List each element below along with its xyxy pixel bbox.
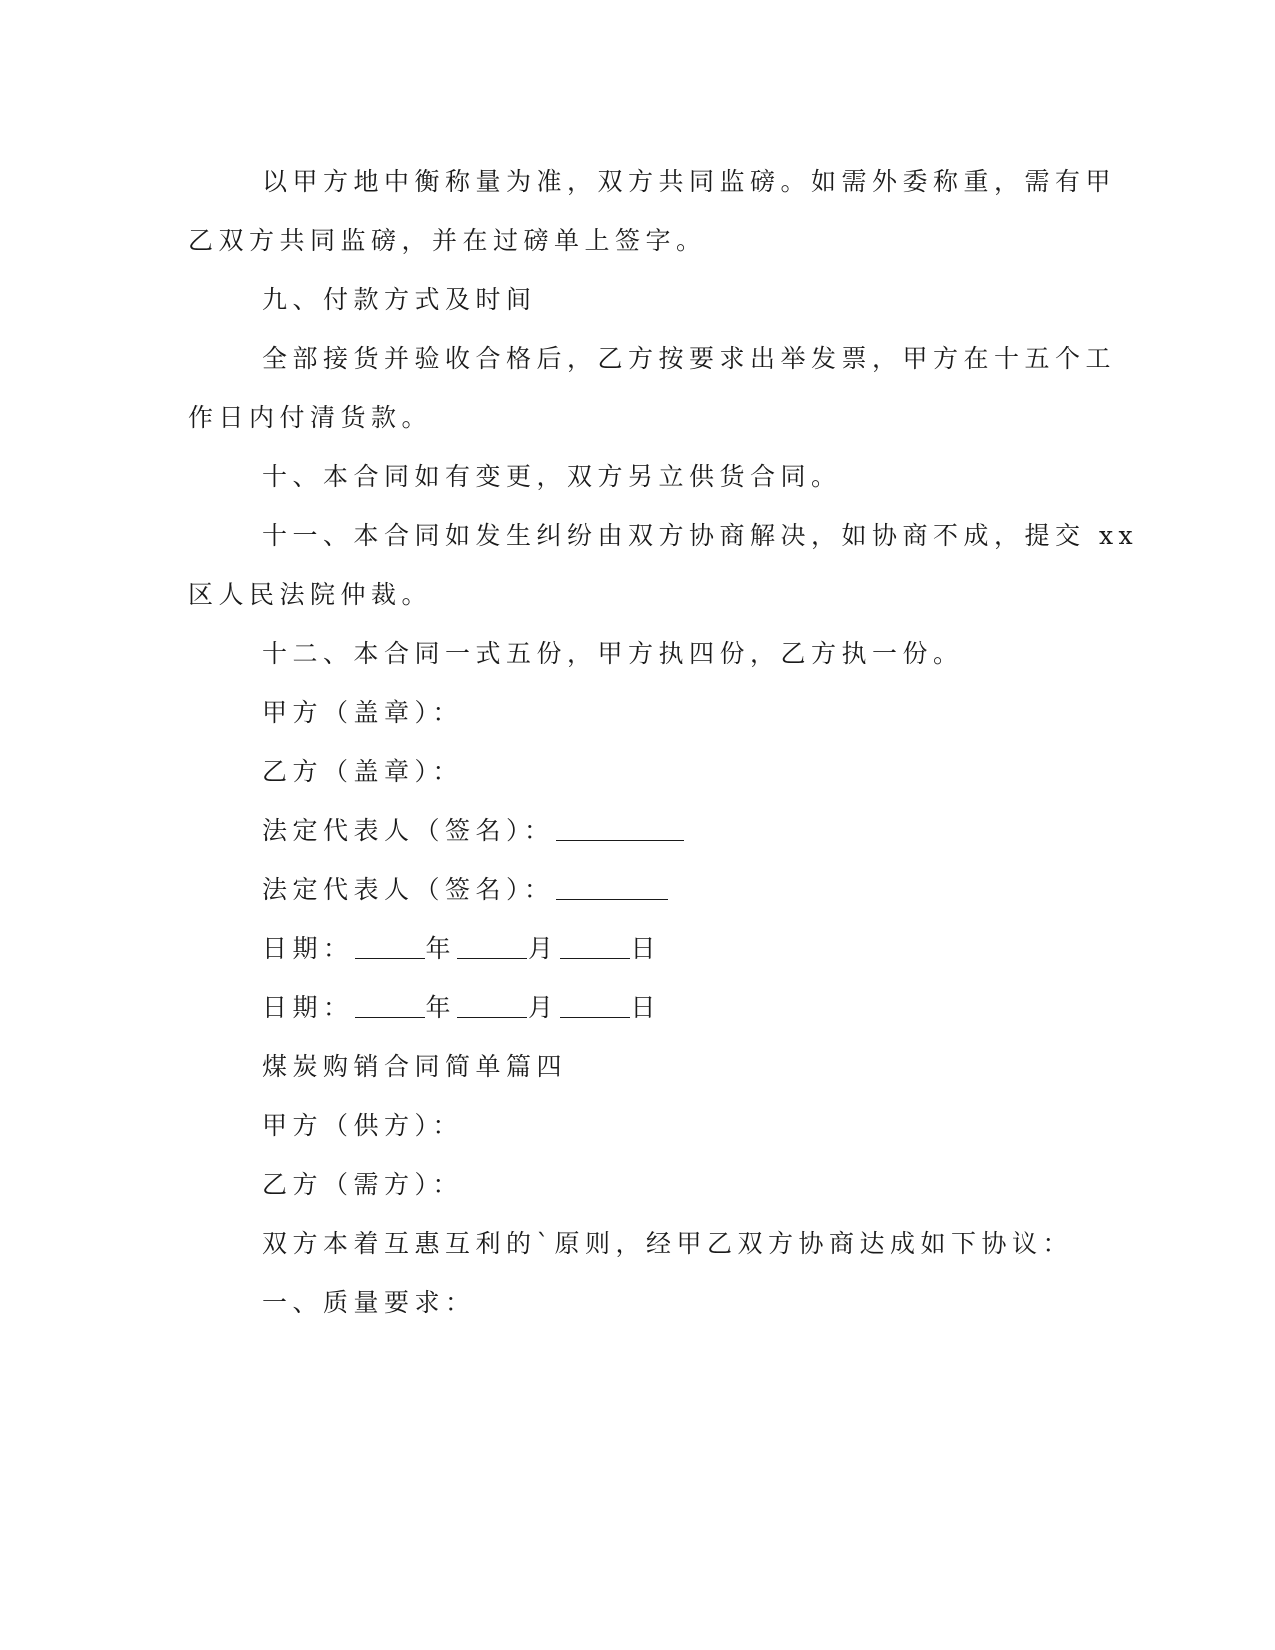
year-unit: 年 (425, 934, 457, 963)
party-b-buyer-label: 乙方（需方）： (262, 1170, 464, 1199)
legal-rep-signature-row-2 (262, 873, 1162, 907)
year-unit: 年 (425, 993, 457, 1022)
party-b-seal-label: 乙方（盖章）： (262, 757, 464, 786)
party-a-seal-label: 甲方（盖章）： (262, 698, 464, 727)
agreement-preamble: 双方本着互惠互利的`原则，经甲乙双方协商达成如下协议： (262, 1229, 1074, 1258)
year-blank (355, 993, 425, 1018)
paragraph-weighing-line-1: 以甲方地中衡称量为准，双方共同监磅。如需外委称重，需有甲 (262, 167, 1117, 196)
section-heading-payment: 九、付款方式及时间 (262, 285, 537, 314)
day-unit: 日 (630, 993, 662, 1022)
legal-rep-label: 法定代表人（签名）： (262, 875, 555, 904)
day-unit: 日 (630, 934, 662, 963)
month-unit: 月 (528, 934, 559, 963)
paragraph-weighing-line-2: 乙双方共同监磅，并在过磅单上签字。 (188, 226, 707, 255)
paragraph-payment-line-2: 作日内付清货款。 (188, 403, 433, 432)
month-blank (457, 993, 527, 1018)
month-blank (457, 934, 527, 959)
signature-blank (556, 875, 668, 900)
signature-blank (556, 816, 684, 841)
date-row-2 (262, 991, 1162, 1025)
month-unit: 月 (528, 993, 559, 1022)
party-a-supplier-label: 甲方（供方）： (262, 1111, 464, 1140)
date-row-1 (262, 932, 1162, 966)
date-label: 日期： (262, 993, 354, 1022)
day-blank (560, 993, 630, 1018)
clause-eleven-line-2: 区人民法院仲裁。 (188, 580, 433, 609)
clause-twelve: 十二、本合同一式五份，甲方执四份，乙方执一份。 (262, 639, 964, 668)
section-title-contract-four: 煤炭购销合同简单篇四 (262, 1052, 568, 1081)
day-blank (560, 934, 630, 959)
legal-rep-label: 法定代表人（签名）： (262, 816, 555, 845)
clause-ten: 十、本合同如有变更，双方另立供货合同。 (262, 462, 842, 491)
legal-rep-signature-row-1 (262, 814, 1162, 848)
section-heading-quality: 一、质量要求： (262, 1288, 476, 1317)
paragraph-payment-line-1: 全部接货并验收合格后，乙方按要求出举发票，甲方在十五个工 (262, 344, 1117, 373)
year-blank (355, 934, 425, 959)
date-label: 日期： (262, 934, 354, 963)
clause-eleven-line-1: 十一、本合同如发生纠纷由双方协商解决，如协商不成，提交 xx (262, 521, 1139, 550)
